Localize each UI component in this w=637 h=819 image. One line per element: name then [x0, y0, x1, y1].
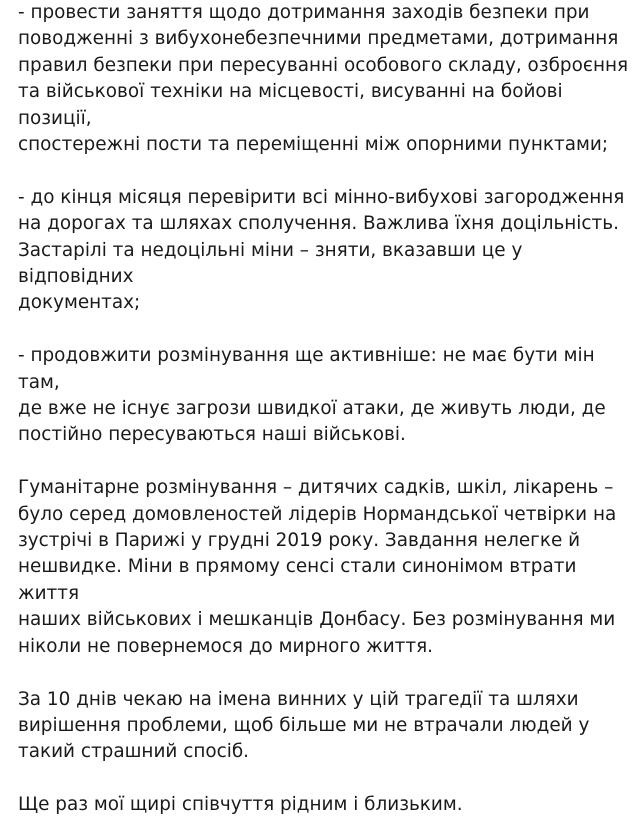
- paragraph-condolences: Ще раз мої щирі співчуття рідним і близьким.: [18, 794, 463, 816]
- article-body: [18, 0, 630, 819]
- paragraph-humanitarian-demining: Гуманітарне розмінування – дитячих садків, шкіл, лікарень – було серед домовленостей лідерів Нормандської четвірки на зустрічі в Парижі у грудні 2019 року. Завдання нелегке й нешвидке. Міни в прямому сенсі стали синонімом втрати життя наших військових і мешканців Донбасу. Без розмінування ми ніколи не повернемося до мирного життя.: [18, 477, 617, 657]
- paragraph-mine-barrier-check: - до кінця місяця перевірити всі мінно-вибухові загородження на дорогах та шляхах сполучення. Важлива їхня доцільність. Застарілі та недоцільні міни – зняти, вказавши це у відповідних документах;: [18, 186, 625, 314]
- paragraph-ten-days-deadline: За 10 днів чекаю на імена винних у цій трагедії та шляхи вирішення проблеми, щоб більше ми не втрачали людей у такий страшний спосіб.: [18, 688, 590, 763]
- paragraph-continue-demining: - продовжити розмінування ще активніше: не має бути мін там, де вже не існує загрози швидкої атаки, де живуть люди, де постійно пересуваються наші військові.: [18, 345, 606, 446]
- paragraph-safety-training: - провести заняття щодо дотримання заходів безпеки при поводженні з вибухонебезпечними предметами, дотримання правил безпеки при пересуванні особового складу, озброєння та військової техніки на місцевості, висуванні на бойові позиції, спостережні пости та переміщенні між опорними пунктами;: [18, 2, 629, 156]
